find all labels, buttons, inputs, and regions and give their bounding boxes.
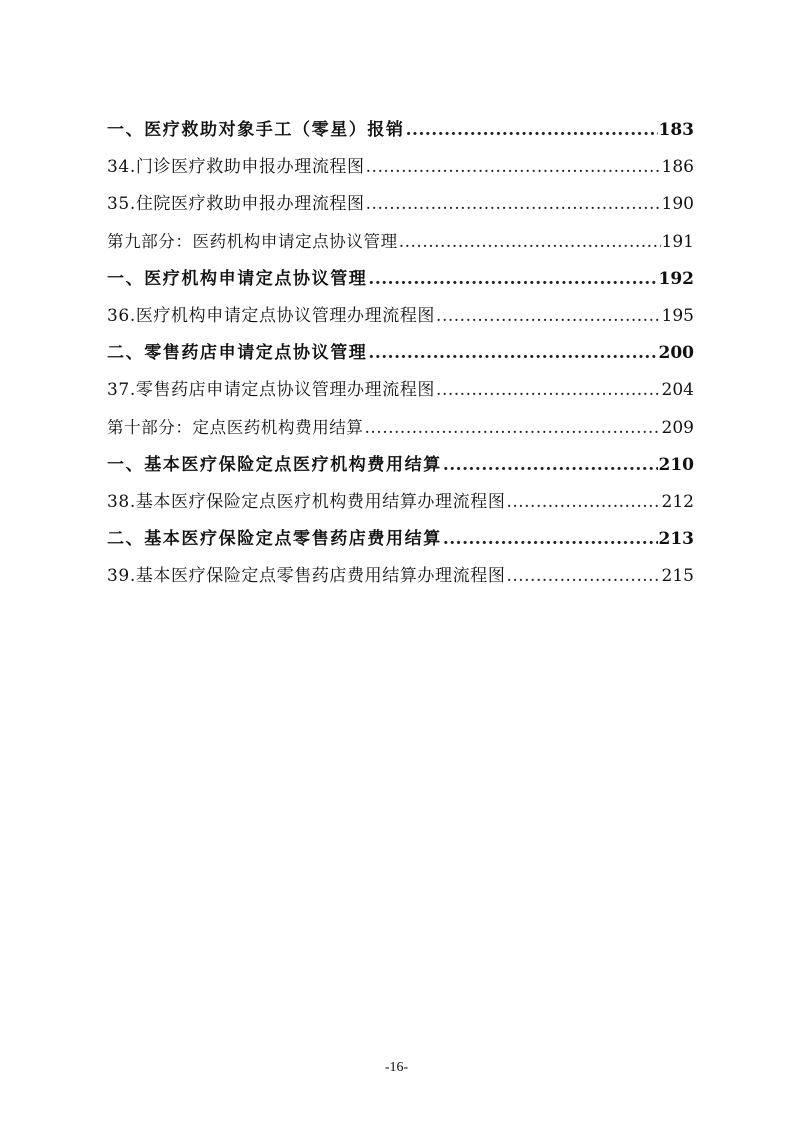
toc-entry-label: 第十部分：定点医药机构费用结算 <box>107 417 364 437</box>
toc-dot-leader <box>365 416 661 440</box>
toc-entry-page: 192 <box>658 268 694 289</box>
toc-entry[interactable] <box>107 564 694 601</box>
toc-entry-label: 35.住院医疗救助申报办理流程图 <box>107 194 365 215</box>
page-number: -16- <box>384 1060 409 1075</box>
toc-dot-leader <box>368 341 657 365</box>
toc-entry[interactable] <box>107 378 694 415</box>
toc-entry[interactable] <box>107 118 694 155</box>
toc-entry-label: 37.零售药店申请定点协议管理办理流程图 <box>107 380 436 401</box>
toc-entry-page: 191 <box>661 231 694 252</box>
toc-entry[interactable] <box>107 527 694 564</box>
toc-entry[interactable] <box>107 230 694 267</box>
toc-dot-leader <box>399 230 661 254</box>
toc-entry-label: 39.基本医疗保险定点零售药店费用结算办理流程图 <box>107 566 506 587</box>
toc-entry-page: 186 <box>661 157 694 178</box>
toc-entry-page: 213 <box>658 529 694 550</box>
toc-dot-leader <box>366 192 661 216</box>
toc-entry-label: 一、基本医疗保险定点医疗机构费用结算 <box>107 454 442 475</box>
toc-dot-leader <box>443 453 658 477</box>
toc-entry[interactable] <box>107 267 694 304</box>
table-of-contents <box>107 118 694 601</box>
toc-entry-label: 34.门诊医疗救助申报办理流程图 <box>107 157 365 178</box>
toc-dot-leader <box>506 490 660 514</box>
toc-entry-label: 二、零售药店申请定点协议管理 <box>107 343 368 364</box>
toc-entry-page: 215 <box>661 566 694 587</box>
toc-entry-label: 第九部分：医药机构申请定点协议管理 <box>107 231 398 251</box>
toc-entry-page: 210 <box>658 454 694 475</box>
toc-entry-page: 209 <box>661 417 694 438</box>
toc-entry-page: 212 <box>661 491 694 512</box>
toc-entry-label: 一、医疗机构申请定点协议管理 <box>107 268 368 289</box>
toc-entry-page: 200 <box>658 343 694 364</box>
toc-entry-page: 190 <box>661 194 694 215</box>
toc-entry-label: 二、基本医疗保险定点零售药店费用结算 <box>107 529 442 550</box>
toc-entry[interactable] <box>107 416 694 453</box>
toc-dot-leader <box>443 527 658 551</box>
toc-entry[interactable] <box>107 192 694 229</box>
toc-dot-leader <box>436 304 661 328</box>
toc-dot-leader <box>506 564 660 588</box>
toc-dot-leader <box>406 118 658 142</box>
toc-entry[interactable] <box>107 304 694 341</box>
toc-entry[interactable] <box>107 341 694 378</box>
toc-entry-label: 36.医疗机构申请定点协议管理办理流程图 <box>107 305 436 326</box>
toc-entry-page: 195 <box>661 305 694 326</box>
toc-dot-leader <box>368 267 657 291</box>
toc-dot-leader <box>436 378 661 402</box>
toc-entry-label: 一、医疗救助对象手工（零星）报销 <box>107 120 405 140</box>
toc-dot-leader <box>366 155 661 179</box>
toc-entry[interactable] <box>107 155 694 192</box>
toc-entry[interactable] <box>107 490 694 527</box>
toc-entry-page: 183 <box>658 120 694 140</box>
toc-entry-label: 38.基本医疗保险定点医疗机构费用结算办理流程图 <box>107 491 506 512</box>
toc-entry[interactable] <box>107 453 694 490</box>
toc-entry-page: 204 <box>661 380 694 401</box>
